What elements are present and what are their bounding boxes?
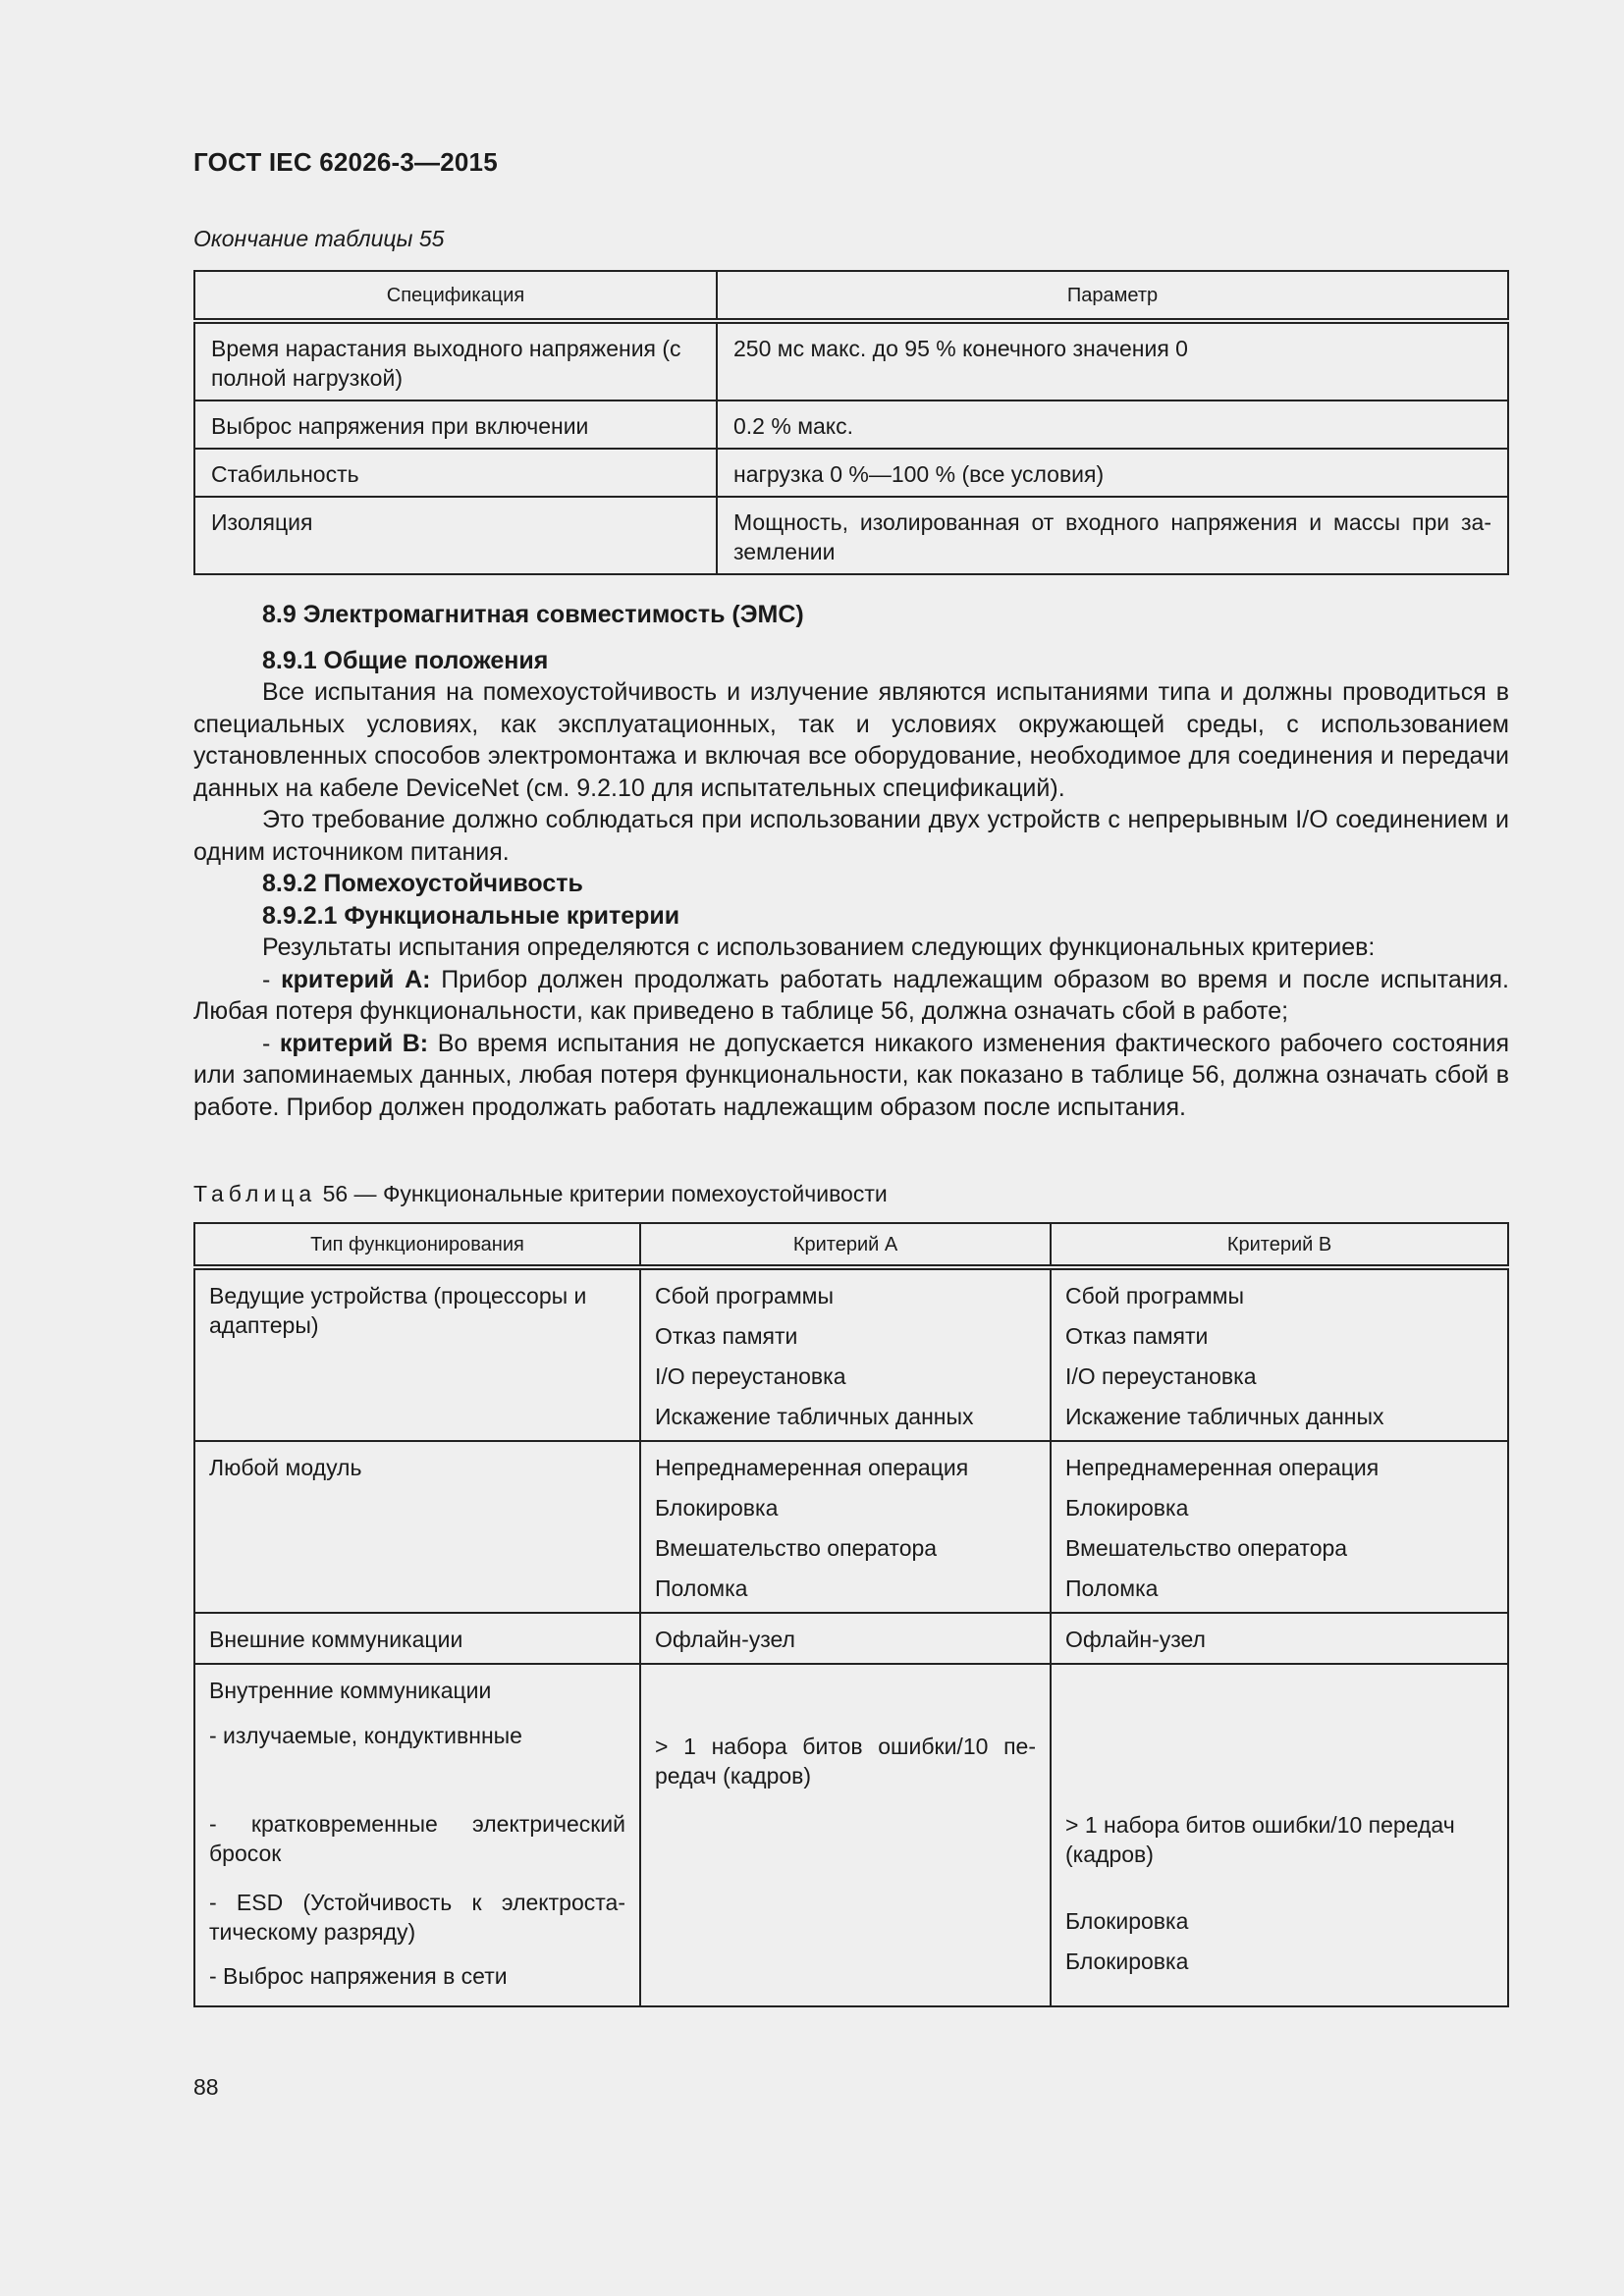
- column-header: Критерий В: [1051, 1223, 1508, 1267]
- table56-title: 56 — Функциональные критерии помехоустойчивости: [316, 1181, 888, 1206]
- table-header-row: [194, 1223, 1508, 1267]
- table-cell: Время нарастания выходного напряжения (с полной нагрузкой): [194, 321, 717, 400]
- table-cell: Непреднамеренная операция Блокировка Вмешательство оператора Поломка: [640, 1441, 1051, 1613]
- table-cell: Сбой программы Отказ памяти I/O переустановка Искажение табличных данных: [1051, 1267, 1508, 1441]
- criterion-label: критерий А:: [281, 965, 431, 993]
- section-heading: 8.9 Электромагнитная совместимость (ЭМС): [262, 601, 804, 628]
- criterion-text: Во время испытания не допускается никакого изменения фактического рабочего состояния или запоминаемых данных, любая потеря функциональности, как показано в таблице 56, должна означать сбой в работе. Прибор должен продолжать работать надлежащим образом после испытания.: [193, 1029, 1509, 1121]
- subsection-heading: 8.9.2 Помехоустойчивость: [262, 870, 583, 897]
- table-cell: Изоляция: [194, 497, 717, 574]
- column-header: Спецификация: [194, 271, 717, 321]
- subsection-heading: 8.9.2.1 Функциональные критерии: [262, 901, 680, 930]
- table-row: [194, 497, 1508, 574]
- column-header: Тип функционирования: [194, 1223, 640, 1267]
- paragraph: Все испытания на помехоустойчивость и излучение являются испытаниями типа и должны проводиться в специальных условиях, как эксплуатационных, так и условиях окружающей среды, с использованием установленных способов электромонтажа и включая все оборудование, необходимое для соединения и передачи данных на кабеле DeviceNet (см. 9.2.10 для испытательных спецификаций).: [193, 678, 1509, 802]
- table-row: [194, 321, 1508, 400]
- subsection-heading: 8.9.1 Общие положения: [262, 646, 549, 674]
- table55-caption: Окончание таблицы 55: [193, 226, 445, 251]
- criterion-a-paragraph: [193, 964, 1509, 1028]
- paragraph: Результаты испытания определяются с использованием следующих функциональных критериев:: [262, 934, 1376, 961]
- table-cell: Непреднамеренная операция Блокировка Вмешательство оператора Поломка: [1051, 1441, 1508, 1613]
- section-body: [193, 599, 1509, 1123]
- table-cell: Сбой программы Отказ памяти I/O переустановка Искажение табличных данных: [640, 1267, 1051, 1441]
- list-dash: -: [262, 965, 282, 993]
- table-cell: нагрузка 0 %—100 % (все условия): [717, 449, 1508, 497]
- table-cell: Внутренние коммуникации - излучаемые, кондуктивнные - кратковременные электрический бросок - ESD (Устойчивость к электростатическому разряду) - Выброс напряжения в сети: [194, 1664, 640, 2006]
- document-header: ГОСТ IEC 62026-3—2015: [193, 147, 498, 177]
- table-row: [194, 1267, 1508, 1441]
- table-cell: Ведущие устройства (процессоры и адаптеры): [194, 1267, 640, 1441]
- list-dash: -: [262, 1029, 280, 1057]
- table-cell: > 1 набора битов ошибки/10 передач (кадров) Блокировка Блокировка: [1051, 1664, 1508, 2006]
- table-row: [194, 1664, 1508, 2006]
- table-word: Таблица: [193, 1181, 317, 1206]
- table-56: [193, 1222, 1509, 2007]
- table-cell: 250 мс макс. до 95 % конечного значения 0: [717, 321, 1508, 400]
- table-cell: 0.2 % макс.: [717, 400, 1508, 449]
- criterion-b-paragraph: [193, 1028, 1509, 1124]
- table-cell: > 1 набора битов ошибки/10 передач (кадров): [640, 1664, 1051, 2006]
- table56-caption: [193, 1181, 888, 1207]
- table-row: [194, 400, 1508, 449]
- table-cell: Стабильность: [194, 449, 717, 497]
- column-header: Критерий А: [640, 1223, 1051, 1267]
- page-number: 88: [193, 2074, 219, 2100]
- table-55: [193, 270, 1509, 575]
- table-row: [194, 1441, 1508, 1613]
- column-header: Параметр: [717, 271, 1508, 321]
- table-cell: Офлайн-узел: [640, 1613, 1051, 1664]
- table-cell: Мощность, изолированная от входного напряжения и массы при заземлении: [717, 497, 1508, 574]
- table-cell: Внешние коммуникации: [194, 1613, 640, 1664]
- criterion-label: критерий В:: [279, 1029, 429, 1057]
- table-cell: Любой модуль: [194, 1441, 640, 1613]
- paragraph: Это требование должно соблюдаться при использовании двух устройств с непрерывным I/O соединением и одним источником питания.: [193, 806, 1509, 866]
- table-row: [194, 449, 1508, 497]
- table-row: [194, 1613, 1508, 1664]
- table-cell: Офлайн-узел: [1051, 1613, 1508, 1664]
- table-cell: Выброс напряжения при включении: [194, 400, 717, 449]
- criterion-text: Прибор должен продолжать работать надлежащим образом во время и после испытания. Любая потеря функциональности, как приведено в таблице 56, должна означать сбой в работе;: [193, 965, 1510, 1025]
- table-header-row: [194, 271, 1508, 321]
